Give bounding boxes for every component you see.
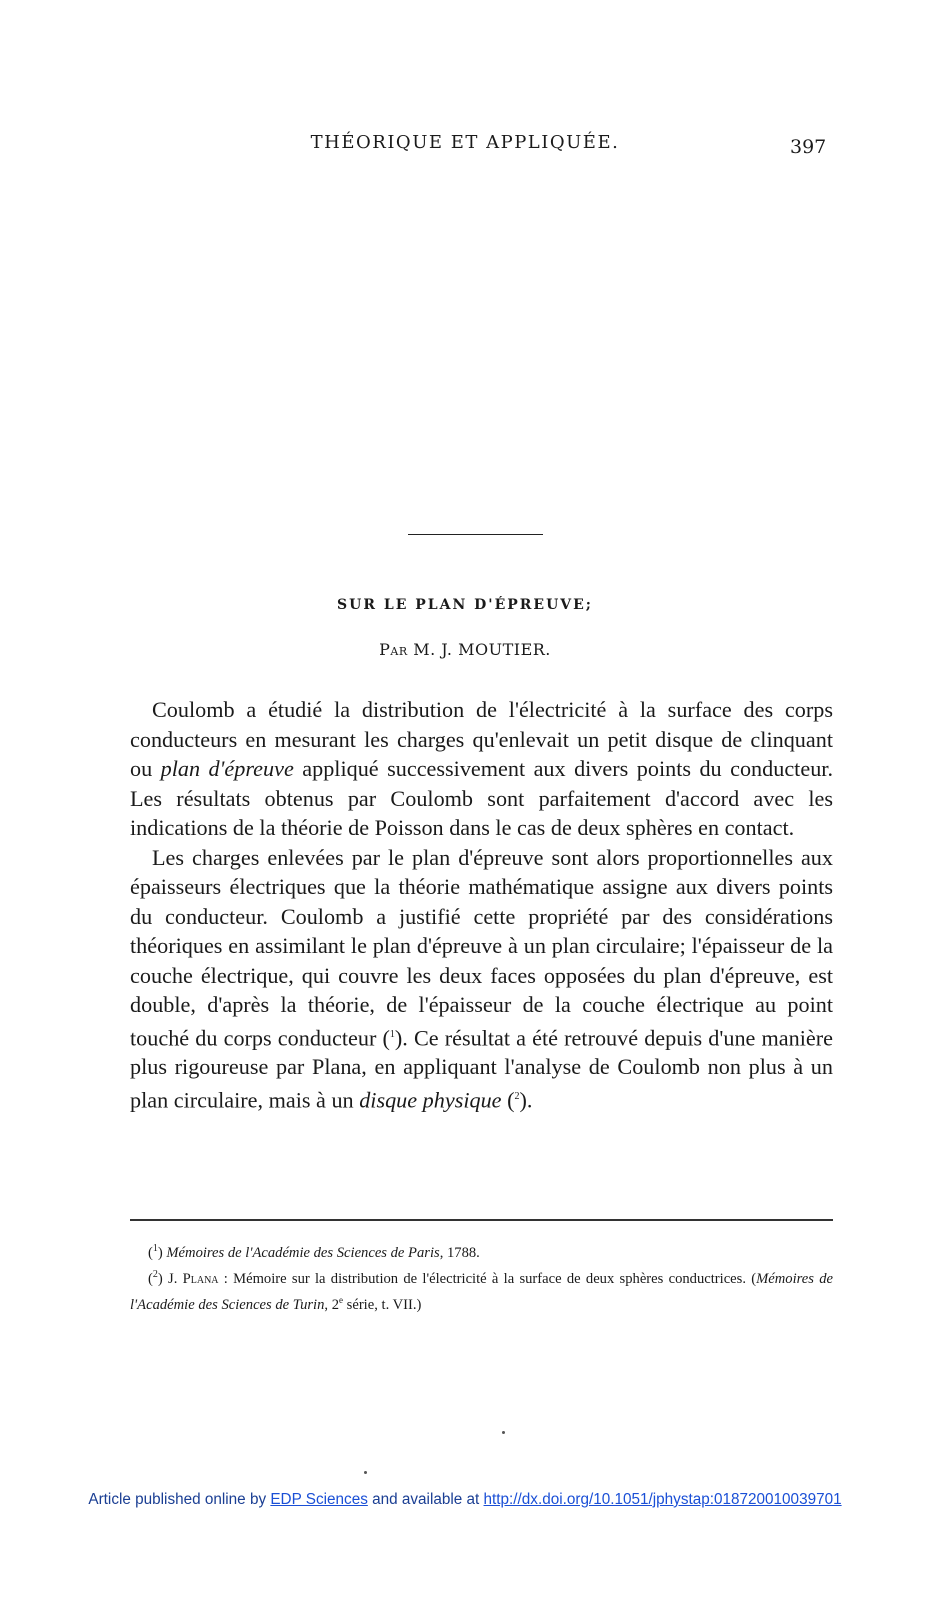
- imprint-line: [0, 1491, 930, 1509]
- article-title: SUR LE PLAN D'ÉPREUVE;: [337, 597, 593, 613]
- footnote-2-series: , 2: [324, 1296, 340, 1313]
- footnote-1-source: Mémoires de l'Académie des Sciences de Paris: [166, 1244, 440, 1261]
- paragraph-2-text-b: ). Ce résultat a été retrouvé depuis d'une manière plus rigoureuse par Plana, en appliquant l'analyse de Coulomb non plus à un plan circulaire, mais à un: [130, 1024, 833, 1113]
- doi-link[interactable]: http://dx.doi.org/10.1051/jphystap:018720010039701: [483, 1491, 842, 1508]
- paragraph-1: [130, 695, 833, 843]
- footnote-2-series-sup: e: [339, 1294, 344, 1305]
- footnote-2-author: J. Plana: [168, 1270, 219, 1287]
- paragraph-1-text-b: appliqué successivement aux divers points du conducteur. Les résultats obtenus par Coulomb sont parfaitement d'accord avec les indications de la théorie de Poisson dans le cas de deux sphères en contact.: [130, 756, 833, 840]
- footnote-2-rest: série, t. VII.): [343, 1296, 422, 1313]
- footnote-2-mark: 2: [152, 1268, 158, 1280]
- running-title: THÉORIQUE ET APPLIQUÉE.: [310, 132, 620, 153]
- page-number: 397: [790, 136, 827, 158]
- paragraph-2-text-a: Les charges enlevées par le plan d'épreuve sont alors proportionnelles aux épaisseurs électriques que la théorie mathématique assigne aux divers points du conducteur. Coulomb a justifié cette propriété par des considérations théoriques en assimilant le plan d'épreuve à un plan circulaire; l'épaisseur de la couche électrique, qui couvre les deux faces opposées du plan d'épreuve, est double, d'après la théorie, de l'épaisseur de la couche électrique au point touché du corps conducteur (: [130, 844, 833, 1050]
- footnote-2-text: : Mémoire sur la distribution de l'électricité à la surface de deux sphères conductrices. (: [218, 1270, 757, 1287]
- footnotes: [130, 1238, 833, 1316]
- footnote-2-source: Mémoires de l'Académie des Sciences de Turin: [130, 1270, 833, 1313]
- paragraph-2: [130, 843, 833, 1115]
- footnote-ref-1[interactable]: 1: [389, 1028, 395, 1040]
- footnote-1-rest: , 1788.: [439, 1244, 480, 1261]
- footnote-2: ($^2$) J. Plana : Mémoire sur la distribution de l'électricité à la surface de deux sphères conductrices. (Mémoires de l'Académie des Sciences de Turin, 2e série, t. VII.): [130, 1268, 833, 1313]
- byline-par: Par: [379, 640, 408, 659]
- title-rule: [408, 534, 543, 535]
- paragraph-2-text-d: ).: [519, 1087, 533, 1113]
- article-body: [130, 695, 833, 1115]
- footnote-rule: [130, 1219, 833, 1221]
- scan-speck: [364, 1471, 367, 1474]
- disque-physique-emphasis: disque physique: [359, 1087, 502, 1113]
- publisher-link[interactable]: EDP Sciences: [270, 1491, 368, 1508]
- byline-author: M. J. MOUTIER.: [413, 640, 551, 659]
- scan-speck: [502, 1431, 505, 1434]
- footnote-1-mark: 1: [152, 1243, 158, 1254]
- imprint-middle: and available at: [367, 1491, 484, 1508]
- imprint-prefix: Article published online by: [88, 1491, 271, 1508]
- paragraph-1-text-a: Coulomb a étudié la distribution de l'électricité à la surface des corps conducteurs en mesurant les charges qu'enlevait un petit disque de clinquant ou: [130, 697, 833, 781]
- byline: [0, 640, 930, 659]
- footnote-ref-2[interactable]: 2: [514, 1090, 520, 1102]
- footnote-1: ($^1$) Mémoires de l'Académie des Sciences de Paris, 1788.: [148, 1243, 480, 1261]
- plan-epreuve-emphasis: plan d'épreuve: [160, 756, 294, 781]
- paragraph-2-text-c: (: [501, 1087, 515, 1113]
